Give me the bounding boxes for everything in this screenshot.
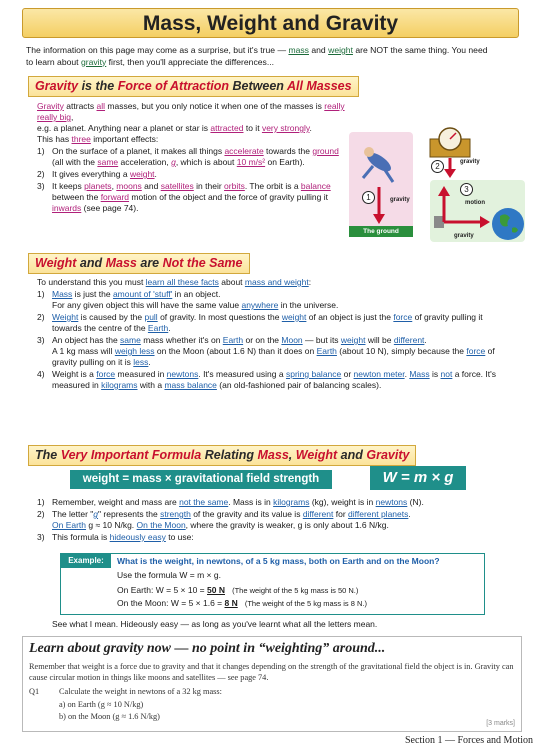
text-span: hideously easy [109, 532, 166, 542]
item-text [52, 181, 347, 214]
heading-part: and [76, 256, 106, 270]
text-span: An object has the [52, 335, 121, 345]
text-span: weight [340, 335, 366, 345]
text-span: is [429, 369, 441, 379]
text-span: balance [300, 181, 331, 191]
item-number: 2) [37, 169, 45, 179]
heading-part: , [288, 448, 296, 462]
text-span: newtons [166, 369, 199, 379]
intro-text: and [308, 45, 329, 55]
text-span: e.g. a planet. Anything near a planet or star is [37, 123, 211, 133]
text-span: g ≈ 10 N/kg. [86, 520, 137, 530]
text-span: all [96, 101, 106, 111]
text-span: Moon [281, 335, 303, 345]
heading-part: Mass [257, 448, 289, 462]
example-question: What is the weight, in newtons, of a 5 kg mass, both on Earth and on the Moon? [117, 556, 440, 566]
item-text [52, 509, 411, 531]
text-span: (The weight of the 5 kg mass is 50 N.) [232, 586, 359, 595]
section2-body [37, 277, 507, 391]
text-span: for [333, 509, 349, 519]
text-span: force [96, 369, 116, 379]
list-item [37, 369, 507, 391]
motion-arrowhead [438, 186, 450, 196]
text-span: . [154, 169, 157, 179]
list-item [37, 532, 507, 543]
text-span: (all with the [52, 157, 98, 167]
text-span: Earth [222, 335, 244, 345]
text-span: . [404, 369, 410, 379]
item-number: 3) [37, 181, 45, 191]
text-span: Mass [409, 369, 430, 379]
answer-earth: 50 N [207, 585, 225, 595]
text-span: g [171, 157, 176, 167]
text-span: anywhere [241, 300, 279, 310]
text-span: or [341, 369, 354, 379]
text-span: . [148, 357, 151, 367]
text-span: . [408, 509, 411, 519]
question-number: Q1 [29, 687, 40, 696]
text-span: (The weight of the 5 kg mass is 8 N.) [244, 599, 367, 608]
answer-moon: 8 N [224, 598, 238, 608]
heading-part: Between [229, 79, 287, 93]
worked-example [60, 553, 485, 615]
text-span: It gives everything a [52, 169, 130, 179]
text-span: planets [84, 181, 112, 191]
list-item [37, 289, 507, 311]
text-span: — but its [302, 335, 341, 345]
text-span: Weight [52, 312, 79, 322]
earth-icon [492, 208, 524, 240]
text-span: and [141, 181, 161, 191]
text-span: weight [129, 169, 155, 179]
text-span: a force. It's measured in [52, 369, 496, 390]
text-span: very strongly [261, 123, 310, 133]
text-span: different planets [348, 509, 409, 519]
heading-part: Weight [35, 256, 77, 270]
text-span: newtons [375, 497, 408, 507]
text-span: (about 10 N), simply because the [336, 346, 467, 356]
text-span: , where the gravity is weaker, g is only about 1.6 N/kg. [185, 520, 389, 530]
text-span: in their [193, 181, 225, 191]
diagram-label-motion: motion [465, 200, 485, 206]
item-text [52, 369, 507, 391]
text-span: measured in [115, 369, 167, 379]
text-span: spring balance [285, 369, 342, 379]
heading-part: Weight [295, 448, 338, 462]
section1-line1 [37, 101, 347, 123]
text-span: Gravity [37, 101, 64, 111]
text-span: , [71, 112, 74, 122]
text-span: Mass [52, 289, 73, 299]
text-span: attracted [210, 123, 244, 133]
heading-part: All Masses [286, 79, 352, 93]
text-span: On the Moon [136, 520, 186, 530]
orbit-figure [430, 180, 525, 242]
text-span: This has [37, 134, 72, 144]
text-span: kilograms [101, 380, 138, 390]
item-number: 1) [37, 146, 45, 156]
example-use-formula: Use the formula W = m × g. [117, 570, 221, 580]
text-span: of gravity pulling it towards the centre of the [52, 312, 483, 333]
intro-mass: mass [288, 45, 309, 55]
question-part-a: a) on Earth (g ≈ 10 N/kg) [59, 700, 144, 709]
item-number: 1) [37, 289, 45, 299]
page-footer: Section 1 — Forces and Motion [404, 735, 533, 746]
text-span: attracts [63, 101, 97, 111]
text-span: On Earth: W = 5 × 10 = [117, 585, 208, 595]
text-span: to use: [165, 532, 194, 542]
text-span: between the [52, 192, 101, 202]
section3-body [37, 496, 507, 543]
item-number: 1) [37, 497, 45, 507]
heading-part: Not the Same [162, 256, 243, 270]
text-span: towards the [263, 146, 313, 156]
text-span: To understand this you must [37, 277, 146, 287]
text-span: (N). [407, 497, 424, 507]
gravity-arrowhead-3 [480, 216, 490, 228]
item-text [52, 335, 507, 368]
text-span: . [424, 335, 427, 345]
intro-text: first, then you'll appreciate the differences... [106, 56, 274, 67]
text-span: forward [100, 192, 130, 202]
item-text [52, 289, 338, 311]
text-span: moons [116, 181, 142, 191]
text-span: not the same [179, 497, 229, 507]
list-item [37, 146, 347, 168]
text-span: Earth [316, 346, 337, 356]
page-title-bar [22, 8, 519, 38]
text-span: really really big [37, 101, 345, 122]
text-span: on Earth). [265, 157, 305, 167]
text-span: (see page 74). [81, 203, 139, 213]
text-span: A 1 kg mass will [52, 346, 115, 356]
text-span: . It's measured using a [198, 369, 286, 379]
text-span: ground [312, 146, 339, 156]
text-span: force [393, 312, 413, 322]
text-span: of an object is just the [306, 312, 394, 322]
gravity-arrowhead-1 [373, 214, 385, 224]
text-span: force [466, 346, 486, 356]
item-text [52, 312, 507, 334]
text-span: learn all these facts [145, 277, 219, 287]
text-span: orbits [224, 181, 245, 191]
intro-text: The information on this page may come as a surprise, but it's true — [26, 45, 289, 55]
text-span: of the gravity and its value is [190, 509, 303, 519]
text-span: masses, but you only notice it when one of the masses is [105, 101, 325, 111]
marks-label: [3 marks] [486, 720, 515, 727]
diagram-number-3: 3 [460, 183, 473, 196]
text-span: satellites [160, 181, 194, 191]
text-span: weigh less [114, 346, 155, 356]
text-span: On the Moon: W = 5 × 1.6 = [117, 598, 225, 608]
page-title: Mass, Weight and Gravity [142, 12, 399, 35]
intro-paragraph [26, 45, 496, 68]
text-span: motion of the object and the force of gravity pulling it [129, 192, 328, 202]
text-span: . Mass is in [228, 497, 274, 507]
heading-part: Very Important Formula [60, 448, 202, 462]
text-span: different [393, 335, 425, 345]
text-span: in an object. [172, 289, 221, 299]
text-span: mass and weight [244, 277, 309, 287]
gravity-arrowhead-2 [444, 169, 456, 178]
question-text: Calculate the weight in newtons of a 32 kg mass: [59, 687, 222, 696]
text-span: Remember, weight and mass are [52, 497, 180, 507]
text-span: : [308, 277, 312, 287]
text-span: , which is about [175, 157, 237, 167]
text-span: " represents the [98, 509, 161, 519]
diagram-number-1: 1 [362, 191, 375, 204]
list-item [37, 312, 507, 334]
heading-part: Gravity [366, 448, 410, 462]
text-span: It keeps [52, 181, 85, 191]
text-span: will be [365, 335, 394, 345]
text-span: acceleration, [118, 157, 172, 167]
text-span: of gravity pulling on it is [52, 346, 495, 367]
example-earth [117, 585, 358, 596]
intro-weight: weight [328, 45, 353, 55]
section2-lead [37, 277, 507, 288]
heading-part: Mass [105, 256, 137, 270]
text-span: . The orbit is a [244, 181, 301, 191]
diagram-label-gravity-3: gravity [454, 233, 474, 239]
text-span: For any given object this will have the same value [52, 300, 242, 310]
section1-line3 [37, 134, 347, 145]
diagram-label-gravity-2: gravity [460, 159, 480, 165]
text-span: 10 m/s² [236, 157, 266, 167]
section1-line2 [37, 123, 347, 134]
text-span: On Earth [52, 520, 87, 530]
heading-part: is the [78, 79, 118, 93]
item-text [52, 146, 347, 168]
item-text [52, 497, 424, 508]
text-span: pull [144, 312, 158, 322]
heading-part: The [35, 448, 61, 462]
text-span: same [97, 157, 119, 167]
skydiver-figure [349, 132, 413, 227]
text-span: mass balance [164, 380, 217, 390]
section3-closing: See what I mean. Hideously easy — as long as you've learnt what all the letters mean. [52, 619, 378, 629]
text-span: Weight is a [52, 369, 97, 379]
text-span: is caused by the [78, 312, 145, 322]
list-item [37, 497, 507, 508]
text-span: . [168, 323, 171, 333]
diagram-number-2: 2 [431, 160, 444, 173]
item-number: 4) [37, 369, 45, 379]
text-span: This formula is [52, 532, 110, 542]
text-span: is just the [72, 289, 113, 299]
text-span: not [440, 369, 453, 379]
text-span: less [133, 357, 149, 367]
text-span: with a [137, 380, 165, 390]
text-span: Earth [147, 323, 169, 333]
summary-text: Remember that weight is a force due to gravity and that it changes depending on the strength of the gravitational field the object is in. Gravity can cause circular motion in things like moons and satellites — see page 74. [29, 662, 514, 682]
weighing-scale-figure [422, 125, 482, 180]
text-span: (kg), weight is in [309, 497, 376, 507]
text-span: kilograms [273, 497, 310, 507]
text-span: The letter " [52, 509, 94, 519]
item-number: 2) [37, 509, 45, 519]
section1-body [37, 101, 347, 214]
text-span: same [120, 335, 141, 345]
item-number: 2) [37, 312, 45, 322]
text-span: accelerate [224, 146, 264, 156]
item-number: 3) [37, 532, 45, 542]
text-span: or on the [243, 335, 282, 345]
text-span: in the universe. [278, 300, 339, 310]
text-span: newton meter [353, 369, 405, 379]
heading-part: Force of Attraction [117, 79, 230, 93]
text-span: weight [281, 312, 307, 322]
summary-box [22, 636, 522, 732]
section-heading-gravity [28, 76, 359, 97]
section-heading-formula [28, 445, 416, 466]
scale-icon [430, 128, 470, 157]
example-moon [117, 598, 367, 609]
text-span: different [302, 509, 334, 519]
text-span: . [309, 123, 312, 133]
text-span: strength [160, 509, 191, 519]
text-span: important effects: [90, 134, 159, 144]
diagram-label-gravity-1: gravity [390, 197, 410, 203]
item-text [52, 169, 157, 180]
list-item [37, 335, 507, 368]
text-span: of gravity. In most questions the [157, 312, 282, 322]
text-span: g [93, 509, 99, 519]
list-item [37, 181, 347, 214]
summary-title: Learn about gravity now — no point in “weighting” around... [29, 641, 386, 656]
heading-part: Relating [201, 448, 258, 462]
text-span: , [111, 181, 117, 191]
text-span: about [218, 277, 245, 287]
heading-part: Gravity [35, 79, 79, 93]
list-item [37, 169, 347, 180]
question-part-b: b) on the Moon (g ≈ 1.6 N/kg) [59, 712, 160, 721]
ground-label: The ground [349, 226, 413, 237]
text-span: (an old-fashioned pair of balancing scales). [216, 380, 382, 390]
item-text [52, 532, 194, 543]
heading-part: are [136, 256, 163, 270]
text-span: amount of 'stuff' [112, 289, 173, 299]
formula-words: weight = mass × gravitational field strength [70, 470, 332, 489]
skydiver-icon [363, 147, 394, 182]
text-span: to it [243, 123, 262, 133]
text-span: mass whether it's on [140, 335, 223, 345]
intro-text: are NOT the same thing. You need to learn about [26, 45, 488, 67]
text-span: inwards [52, 203, 82, 213]
heading-part: and [337, 448, 367, 462]
text-span: On the surface of a planet, it makes all things [52, 146, 225, 156]
text-span: three [71, 134, 91, 144]
text-span: on the Moon (about 1.6 N) than it does on [154, 346, 317, 356]
list-item [37, 509, 507, 531]
intro-gravity: gravity [80, 56, 107, 67]
example-tag: Example: [61, 554, 111, 568]
section-heading-weight-mass [28, 253, 250, 274]
formula-symbols: W = m × g [370, 466, 466, 490]
item-number: 3) [37, 335, 45, 345]
